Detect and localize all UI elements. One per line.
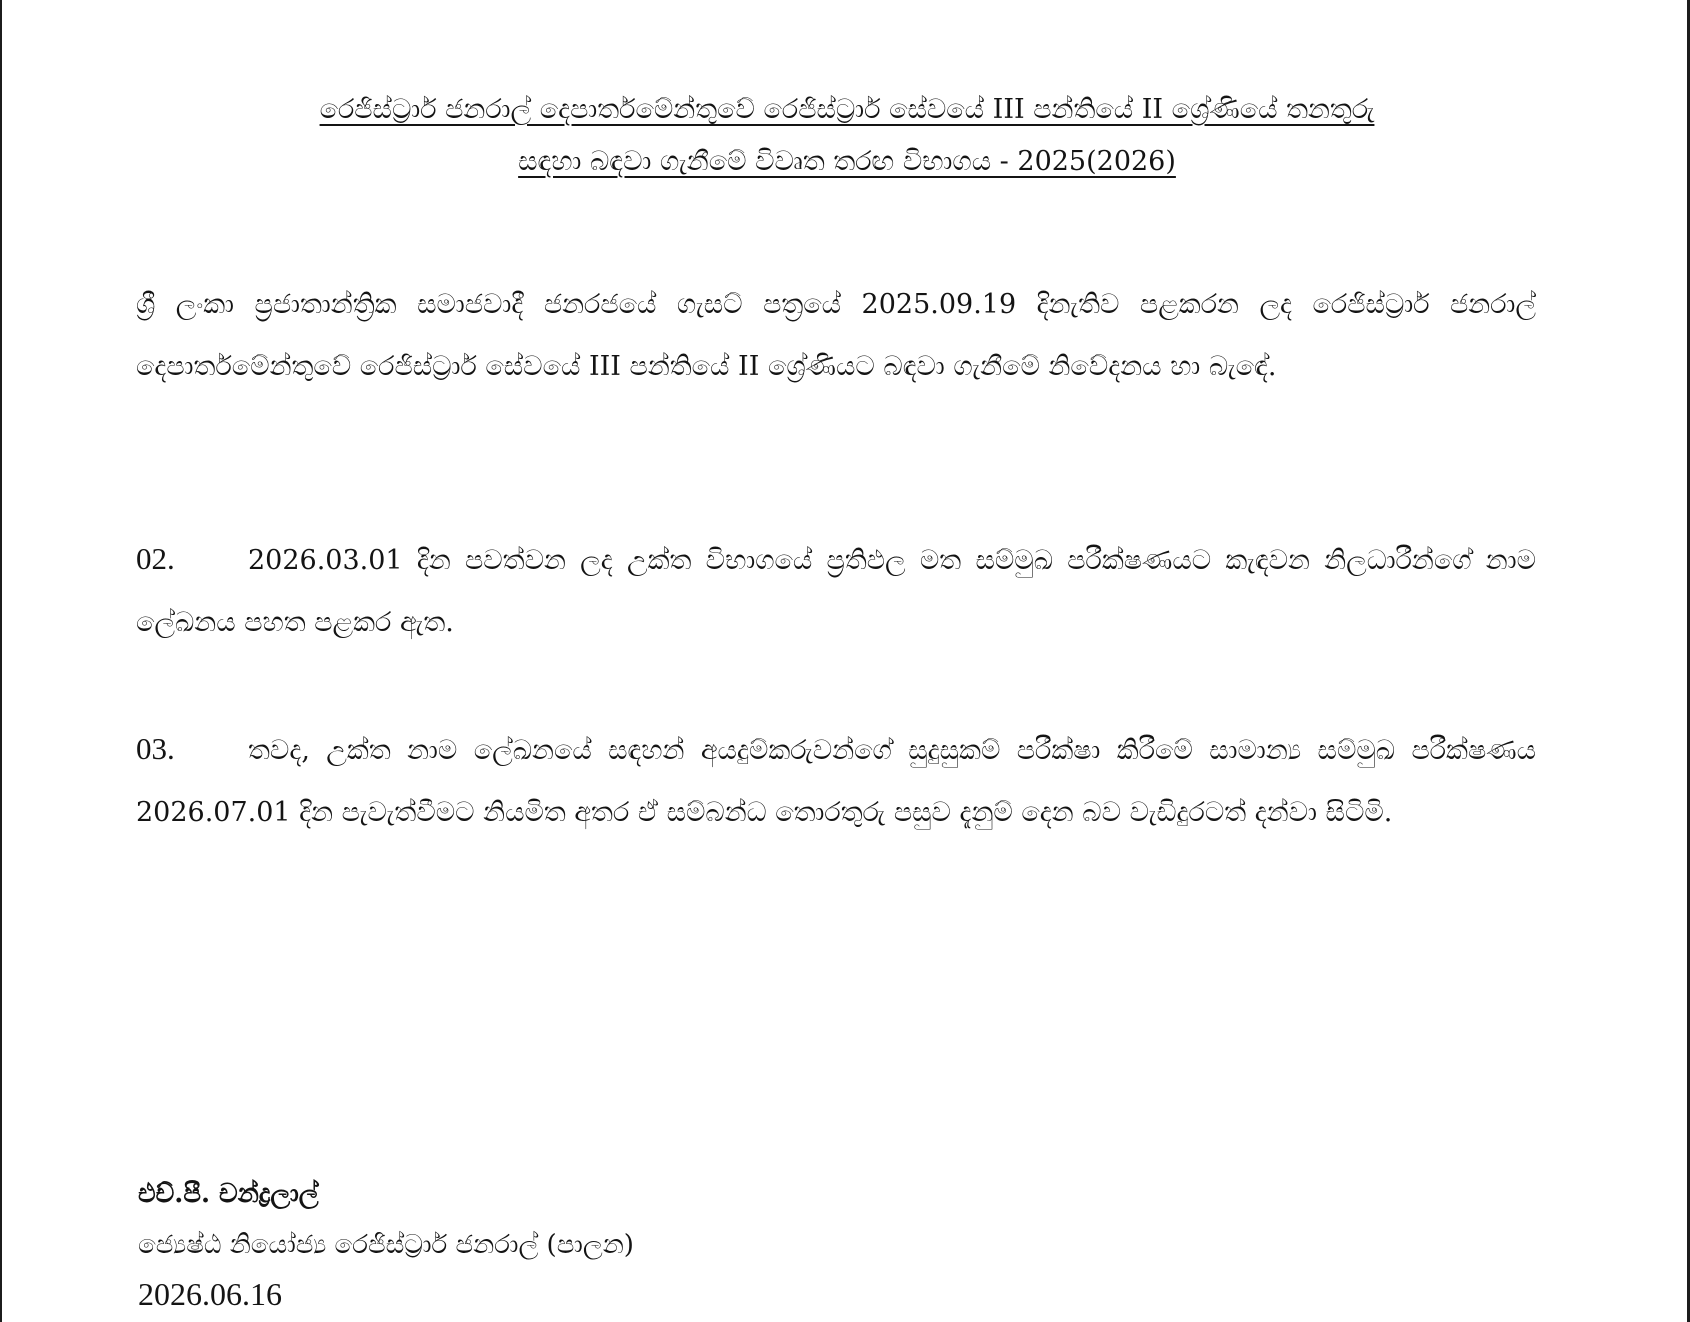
signatory-name: එච්.පී. චන්ද්‍රලාල් xyxy=(138,1179,319,1209)
title-line-2: සඳහා බඳවා ගැනීමේ විවෘත තරඟ විභාගය - 2025(2026) xyxy=(518,146,1176,177)
signature-date: 2026.06.16 xyxy=(138,1276,282,1312)
paragraph-1-text: ශ්‍රී ලංකා ප්‍රජාතාන්ත්‍රික සමාජවාදී ජනරජයේ ගැසට් පත්‍රයේ 2025.09.19 දිනැතිව පළකරන ලද රෙජිස්ට්‍රාර් ජනරාල් දෙපාර්තමේන්තුවේ රෙජිස්ට්‍රාර් සේවයේ III පන්තියේ II ශ්‍රේණියට බඳවා ගැනීමේ නිවේදනය හා බැඳේ. xyxy=(136,289,1536,382)
paragraph-2 xyxy=(136,528,1536,654)
title-line-1: රෙජිස්ට්‍රාර් ජනරාල් දෙපාර්තමේන්තුවේ රෙජිස්ට්‍රාර් සේවයේ III පන්තියේ II ශ්‍රේණියේ තනතුරු xyxy=(319,94,1375,125)
signatory-title: ජ්‍යෙෂ්ඨ නියෝජ්‍ය රෙජිස්ට්‍රාර් ජනරාල් (පාලන) xyxy=(138,1230,634,1260)
paragraph-3-text: තවද, උක්ත නාම ලේඛනයේ සඳහන් අයදුම්කරුවන්ගේ සුදුසුකම් පරීක්ෂා කිරීමේ සාමාන්‍ය සම්මුඛ පරීක්ෂණය 2026.07.01 දින පැවැත්වීමට නියමිත අතර ඒ සම්බන්ධ තොරතුරු පසුව දැනුම් දෙන බව වැඩිදුරටත් දන්වා සිටිමි. xyxy=(136,735,1536,828)
paragraph-1 xyxy=(136,274,1536,398)
paragraph-3-number: 03. xyxy=(136,731,175,766)
paragraph-2-text: 2026.03.01 දින පවත්වන ලද උක්ත විභාගයේ ප්‍රතිඵල මත සම්මුඛ පරීක්ෂණයට කැඳවන නිලධාරීන්ගේ නාම ලේඛනය පහත පළකර ඇත. xyxy=(136,545,1536,638)
paragraph-3 xyxy=(136,718,1536,844)
document-title xyxy=(122,84,1572,188)
signature-block xyxy=(138,1168,1038,1318)
paragraph-2-number: 02. xyxy=(136,541,175,576)
